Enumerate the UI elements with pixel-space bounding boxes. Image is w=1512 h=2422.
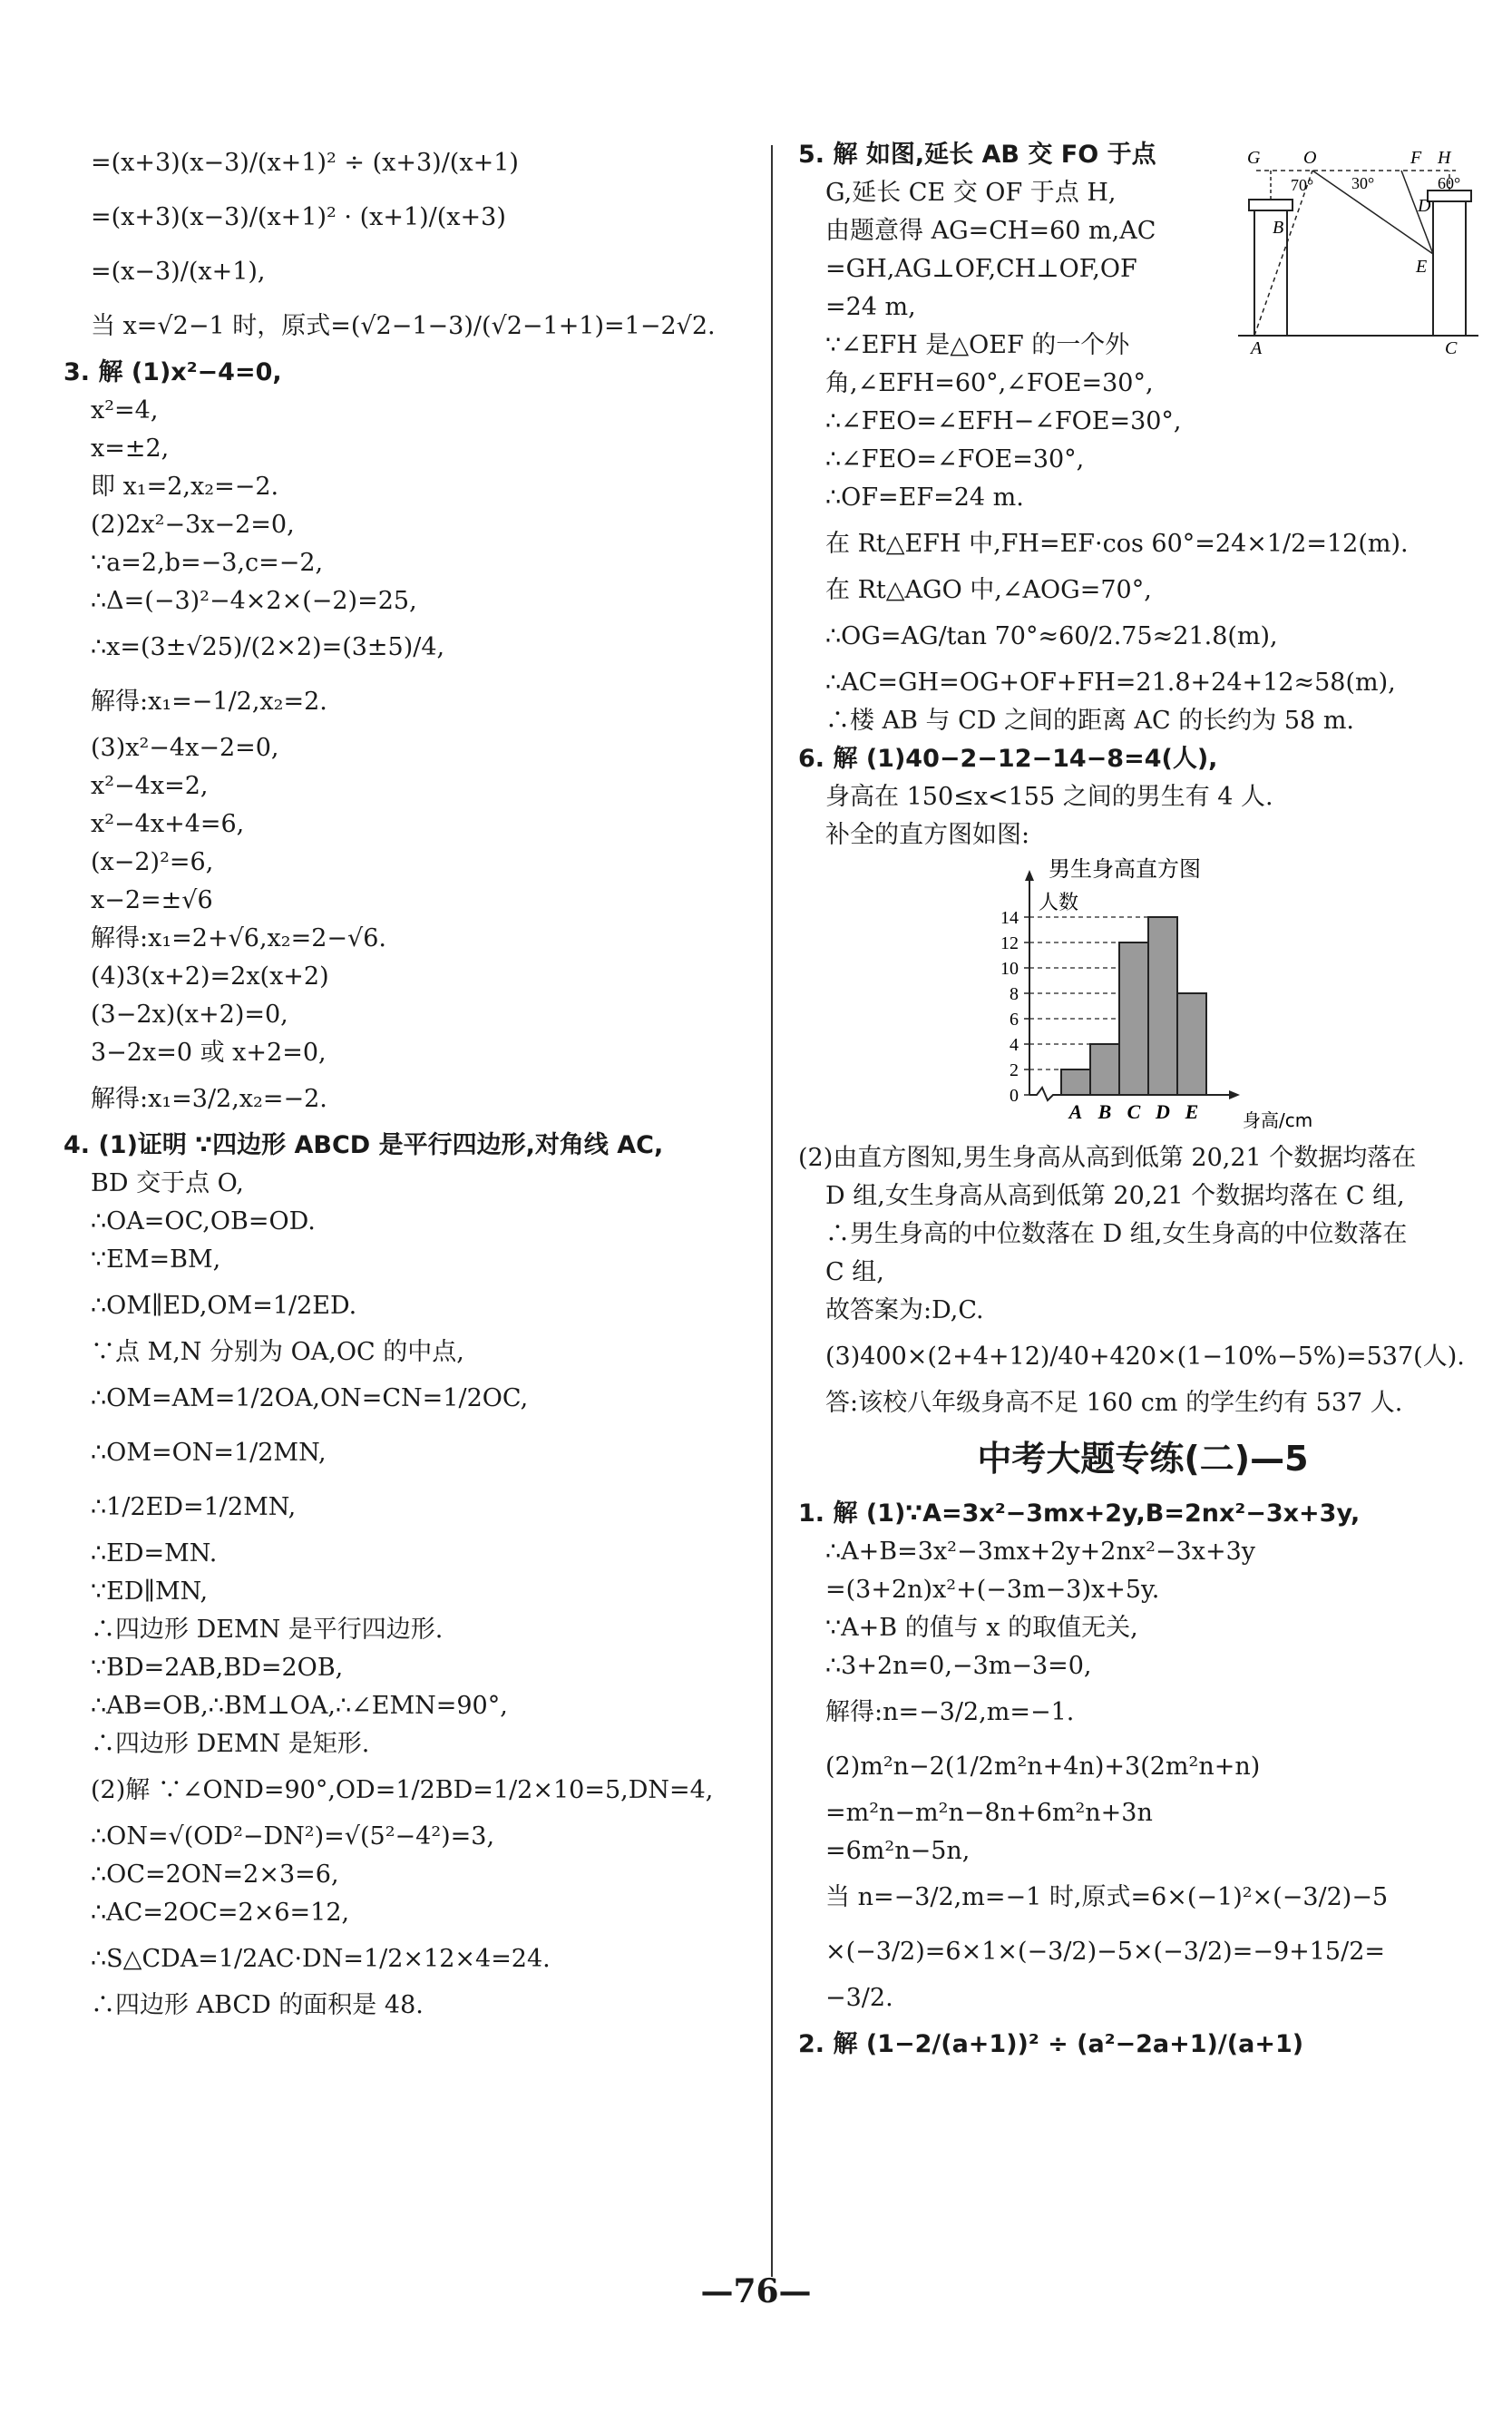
text-line: ∴AC=GH=OG+OF+FH=21.8+24+12≈58(m), <box>825 669 1396 697</box>
text-line: ∴OM=AM=1/2OA,ON=CN=1/2OC, <box>91 1384 529 1412</box>
chart-ylabel: 人数 <box>1039 892 1079 914</box>
text-line: ∴∠FEO=∠EFH−∠FOE=30°, <box>825 407 1182 435</box>
label-c: C <box>1445 338 1458 354</box>
text-line: ∴男生身高的中位数落在 D 组,女生身高的中位数落在 <box>825 1220 1408 1248</box>
building-diagram <box>1238 145 1483 354</box>
text-line: x=±2, <box>91 435 170 463</box>
text-line: ∴Δ=(−3)²−4×2×(−2)=25, <box>91 587 417 615</box>
text-line: (4)3(x+2)=2x(x+2) <box>91 962 329 991</box>
text-line: 由题意得 AG=CH=60 m,AC <box>825 217 1156 245</box>
text-line: ∴OG=AG/tan 70°≈60/2.75≈21.8(m), <box>825 622 1278 650</box>
category-label: B <box>1097 1100 1112 1123</box>
text-line: 当 x=√2−1 时，原式=(√2−1−3)/(√2−1+1)=1−2√2. <box>91 312 716 340</box>
histogram-bar <box>1119 942 1148 1095</box>
text-line: 在 Rt△EFH 中,FH=EF·cos 60°=24×1/2=12(m). <box>825 530 1409 558</box>
label-b: B <box>1273 218 1284 238</box>
y-tick-label: 14 <box>1000 908 1019 928</box>
section2-question-2-heading: 2. 解 (1−2/(a+1))² ÷ (a²−2a+1)/(a+1) <box>798 2030 1304 2058</box>
building-cd <box>1433 200 1466 336</box>
text-line: −3/2. <box>825 1984 893 2012</box>
text-line: (3)x²−4x−2=0, <box>91 734 279 762</box>
chart-xlabel: 身高/cm <box>1243 1109 1313 1131</box>
text-line: G,延长 CE 交 OF 于点 H, <box>825 179 1117 207</box>
text-line: ∴ED=MN. <box>91 1539 218 1567</box>
text-line: 身高在 150≤x<155 之间的男生有 4 人. <box>825 783 1273 811</box>
label-f: F <box>1410 148 1422 168</box>
text-line: ∴OF=EF=24 m. <box>825 483 1024 512</box>
histogram-chart <box>934 855 1315 1136</box>
text-line: ∵EM=BM, <box>91 1245 221 1274</box>
text-line: BD 交于点 O, <box>91 1169 244 1197</box>
building-ab-top <box>1249 200 1293 210</box>
text-line: 答:该校八年级身高不足 160 cm 的学生约有 537 人. <box>825 1389 1403 1417</box>
text-line: C 组, <box>825 1258 884 1286</box>
question-6-heading: 6. 解 (1)40−2−12−14−8=4(人), <box>798 745 1218 773</box>
histogram-bar <box>1177 993 1206 1095</box>
text-line: (3−2x)(x+2)=0, <box>91 1001 288 1029</box>
text-line: (x−2)²=6, <box>91 848 214 876</box>
question-5-heading: 5. 解 如图,延长 AB 交 FO 于点 <box>798 141 1156 169</box>
text-line: (2)2x²−3x−2=0, <box>91 511 295 539</box>
text-line: D 组,女生身高从高到低第 20,21 个数据均落在 C 组, <box>825 1182 1405 1210</box>
text-line: ∴四边形 DEMN 是平行四边形. <box>91 1616 444 1644</box>
text-line: ∴S△CDA=1/2AC·DN=1/2×12×4=24. <box>91 1945 551 1973</box>
question-5-text <box>798 136 1234 517</box>
y-tick-label: 12 <box>1000 933 1019 953</box>
text-line: ∴x=(3±√25)/(2×2)=(3±5)/4, <box>91 633 445 661</box>
text-line: ∴A+B=3x²−3mx+2y+2nx²−3x+3y <box>825 1538 1256 1566</box>
left-column <box>63 136 739 2025</box>
text-line: 解得:x₁=−1/2,x₂=2. <box>91 688 327 716</box>
text-line: =24 m, <box>825 293 916 321</box>
text-line: ∴OM=ON=1/2MN, <box>91 1439 327 1467</box>
category-label: E <box>1185 1100 1199 1123</box>
y-tick-label: 6 <box>1010 1010 1019 1030</box>
page-number: —76— <box>700 2272 812 2310</box>
text-line: 角,∠EFH=60°,∠FOE=30°, <box>825 369 1154 397</box>
text-line: (2)m²n−2(1/2m²n+4n)+3(2m²n+n) <box>825 1753 1261 1781</box>
text-line: =(x+3)(x−3)/(x+1)² · (x+1)/(x+3) <box>91 203 506 231</box>
text-line: ∴OA=OC,OB=OD. <box>91 1207 316 1235</box>
y-axis-arrow <box>1025 870 1034 881</box>
text-line: 当 n=−3/2,m=−1 时,原式=6×(−1)²×(−3/2)−5 <box>825 1883 1389 1911</box>
text-line: 即 x₁=2,x₂=−2. <box>91 473 279 501</box>
question-3-heading: 3. 解 (1)x²−4=0, <box>63 358 282 386</box>
text-line: x²−4x=2, <box>91 772 209 800</box>
category-label: A <box>1068 1100 1083 1123</box>
label-a: A <box>1251 338 1263 354</box>
text-line: 解得:x₁=3/2,x₂=−2. <box>91 1085 327 1113</box>
histogram-wrapper <box>934 855 1488 1139</box>
label-e: E <box>1416 257 1428 277</box>
text-line: 解得:x₁=2+√6,x₂=2−√6. <box>91 924 386 952</box>
text-line: 补全的直方图如图: <box>825 821 1030 849</box>
histogram-bar <box>1061 1069 1090 1095</box>
label-g: G <box>1247 148 1261 168</box>
text-line: =(x+3)(x−3)/(x+1)² ÷ (x+3)/(x+1) <box>91 149 519 177</box>
chart-title: 男生身高直方图 <box>1049 856 1201 882</box>
text-line: x²−4x+4=6, <box>91 810 245 838</box>
label-o: O <box>1303 148 1317 168</box>
text-line: ∴1/2ED=1/2MN, <box>91 1493 297 1521</box>
x-axis-arrow <box>1229 1090 1240 1099</box>
text-line: ∴OC=2ON=2×3=6, <box>91 1860 339 1889</box>
column-divider <box>771 145 773 2277</box>
section-title: 中考大题专练(二)—5 <box>977 1439 1309 1479</box>
text-line: =(x−3)/(x+1), <box>91 258 266 286</box>
category-label: D <box>1156 1100 1170 1123</box>
y-tick-label: 4 <box>1010 1035 1019 1055</box>
label-30: 30° <box>1351 174 1375 192</box>
text-line: ∵BD=2AB,BD=2OB, <box>91 1654 344 1682</box>
label-70: 70° <box>1291 176 1314 194</box>
text-line: ∴四边形 DEMN 是矩形. <box>91 1730 370 1758</box>
text-line: ∴ON=√(OD²−DN²)=√(5²−4²)=3, <box>91 1822 495 1851</box>
text-line: =6m²n−5n, <box>825 1837 971 1865</box>
text-line: 故答案为:D,C. <box>825 1296 984 1324</box>
text-line: ∴四边形 ABCD 的面积是 48. <box>91 1991 424 2019</box>
text-line: 在 Rt△AGO 中,∠AOG=70°, <box>825 576 1152 604</box>
text-line: ∵ED∥MN, <box>91 1577 209 1606</box>
y-tick-label: 10 <box>1000 959 1019 979</box>
text-line: ∵A+B 的值与 x 的取值无关, <box>825 1614 1138 1642</box>
right-column <box>798 136 1488 2072</box>
y-tick-label: 0 <box>1010 1086 1019 1106</box>
label-60: 60° <box>1438 174 1461 192</box>
y-tick-label: 2 <box>1010 1060 1019 1080</box>
text-line: ∴OM∥ED,OM=1/2ED. <box>91 1292 357 1320</box>
text-line: ∵a=2,b=−3,c=−2, <box>91 549 324 577</box>
text-line: =GH,AG⊥OF,CH⊥OF,OF <box>825 255 1137 283</box>
histogram-bar <box>1090 1044 1119 1095</box>
label-h: H <box>1438 148 1451 168</box>
text-line: 解得:n=−3/2,m=−1. <box>825 1698 1075 1726</box>
text-line: =(3+2n)x²+(−3m−3)x+5y. <box>825 1576 1160 1604</box>
text-line: (2)由直方图知,男生身高从高到低第 20,21 个数据均落在 <box>798 1144 1417 1172</box>
text-line: ∴楼 AB 与 CD 之间的距离 AC 的长约为 58 m. <box>825 707 1355 735</box>
y-tick-label: 8 <box>1010 984 1019 1004</box>
text-line: ∴AC=2OC=2×6=12, <box>91 1899 350 1927</box>
question-4-heading: 4. (1)证明 ∵四边形 ABCD 是平行四边形,对角线 AC, <box>63 1131 664 1159</box>
category-label: C <box>1127 1100 1141 1123</box>
label-d: D <box>1418 196 1431 216</box>
text-line: ∵点 M,N 分别为 OA,OC 的中点, <box>91 1338 464 1366</box>
text-line: ∴3+2n=0,−3m−3=0, <box>825 1652 1092 1680</box>
text-line: =m²n−m²n−8n+6m²n+3n <box>825 1799 1153 1827</box>
histogram-bar <box>1148 917 1177 1095</box>
text-line: ∵∠EFH 是△OEF 的一个外 <box>825 331 1130 359</box>
text-line: ∴AB=OB,∴BM⊥OA,∴∠EMN=90°, <box>91 1692 508 1720</box>
text-line: ×(−3/2)=6×1×(−3/2)−5×(−3/2)=−9+15/2= <box>825 1938 1386 1966</box>
text-line: ∴∠FEO=∠FOE=30°, <box>825 445 1085 474</box>
text-line: (2)解 ∵∠OND=90°,OD=1/2BD=1/2×10=5,DN=4, <box>91 1776 714 1804</box>
page-number-value: 76 <box>733 2272 779 2310</box>
text-line: x−2=±√6 <box>91 886 213 914</box>
text-line: (3)400×(2+4+12)/40+420×(1−10%−5%)=537(人). <box>825 1343 1465 1371</box>
section2-question-1-heading: 1. 解 (1)∵A=3x²−3mx+2y,B=2nx²−3x+3y, <box>798 1499 1361 1528</box>
text-line: x²=4, <box>91 396 159 425</box>
text-line: 3−2x=0 或 x+2=0, <box>91 1039 327 1067</box>
